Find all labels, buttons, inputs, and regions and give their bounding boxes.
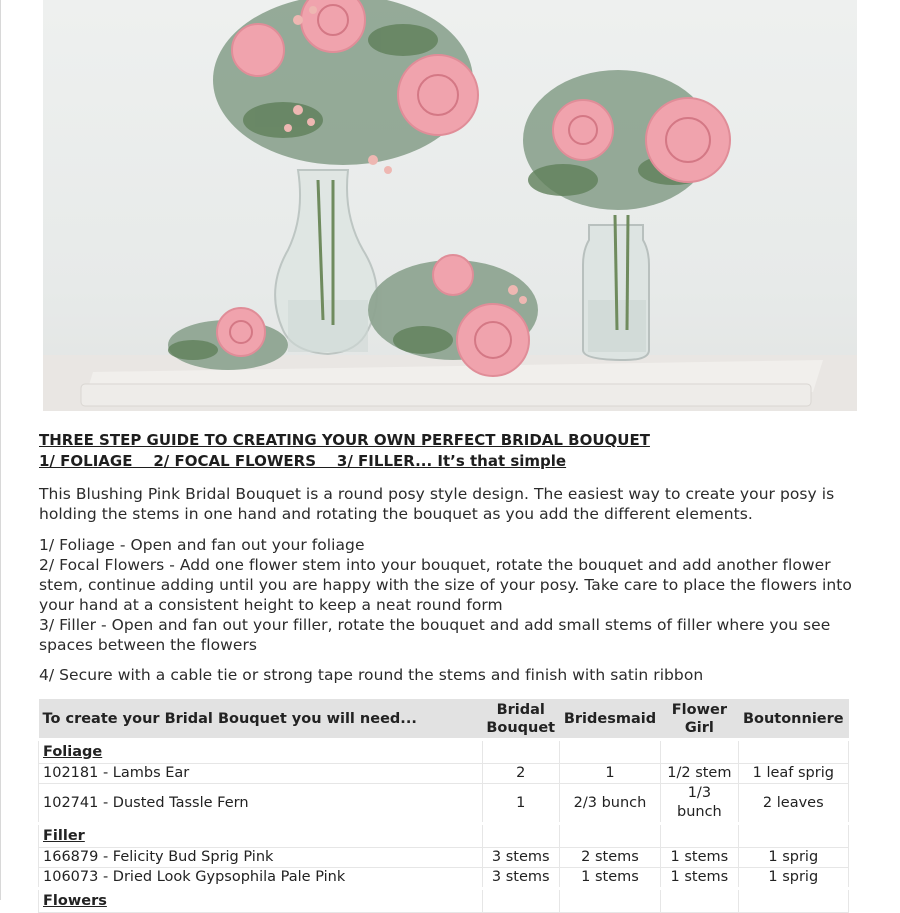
header-boutonniere: Boutonniere <box>738 699 848 740</box>
group-flowers: Flowers <box>39 889 483 913</box>
qty-bridal: 3 stems <box>482 848 559 868</box>
qty-flower-girl: 1 stems <box>661 848 738 868</box>
guide-step-2: 2/ Focal Flowers - Add one flower stem into your bouquet, rotate the bouquet and add another flower stem, continue adding until you are happy with the size of your posy. Take care to place the flowers into your hand at a consistent height to keep a neat round form <box>39 556 852 614</box>
qty-bridal: 1 <box>482 784 559 824</box>
item-name: 102741 - Dusted Tassle Fern <box>39 784 483 824</box>
guide-step-1: 1/ Foliage - Open and fan out your foliage <box>39 536 365 554</box>
item-name: 102181 - Lambs Ear <box>39 764 483 784</box>
qty-bridesmaid: 1 <box>559 764 660 784</box>
qty-flower-girl: 1/3 bunch <box>661 784 738 824</box>
qty-bridesmaid: 2 stems <box>559 848 660 868</box>
table-group-row <box>39 889 849 913</box>
bouquet-illustration <box>43 0 857 411</box>
item-name: 166879 - Felicity Bud Sprig Pink <box>39 848 483 868</box>
guide-heading-line2: 1/ FOLIAGE 2/ FOCAL FLOWERS 3/ FILLER... It’s that simple <box>39 452 567 470</box>
table-group-row <box>39 740 849 764</box>
guide-step-3: 3/ Filler - Open and fan out your filler, rotate the bouquet and add small stems of filler where you see spaces between the flowers <box>39 616 831 654</box>
header-flower-girl: Flower Girl <box>661 699 738 740</box>
qty-bridal: 3 stems <box>482 868 559 889</box>
table-row <box>39 784 849 824</box>
table-group-row <box>39 824 849 848</box>
qty-boutonniere: 1 sprig <box>738 868 848 889</box>
qty-flower-girl: 1/2 stem <box>661 764 738 784</box>
table-row <box>39 868 849 889</box>
group-filler: Filler <box>39 824 483 848</box>
table-header-row <box>39 699 849 740</box>
qty-boutonniere: 2 leaves <box>738 784 848 824</box>
header-bridesmaid: Bridesmaid <box>559 699 660 740</box>
materials-table <box>38 699 849 913</box>
qty-boutonniere: 1 sprig <box>738 848 848 868</box>
page-border <box>0 0 1 900</box>
qty-bridesmaid: 1 stems <box>559 868 660 889</box>
table-row <box>39 848 849 868</box>
bouquet-photo <box>43 0 857 411</box>
group-foliage: Foliage <box>39 740 483 764</box>
guide-steps <box>39 535 869 655</box>
header-item: To create your Bridal Bouquet you will need... <box>39 699 483 740</box>
guide-step-4: 4/ Secure with a cable tie or strong tape round the stems and finish with satin ribbon <box>39 666 704 684</box>
qty-flower-girl: 1 stems <box>661 868 738 889</box>
item-name: 106073 - Dried Look Gypsophila Pale Pink <box>39 868 483 889</box>
qty-bridal: 2 <box>482 764 559 784</box>
header-bridal-bouquet: Bridal Bouquet <box>482 699 559 740</box>
guide-intro: This Blushing Pink Bridal Bouquet is a round posy style design. The easiest way to create your posy is holding the stems in one hand and rotating the bouquet as you add the different elements. <box>39 485 835 523</box>
qty-bridesmaid: 2/3 bunch <box>559 784 660 824</box>
table-row <box>39 764 849 784</box>
guide-heading-line1: THREE STEP GUIDE TO CREATING YOUR OWN PERFECT BRIDAL BOUQUET <box>39 431 650 449</box>
qty-boutonniere: 1 leaf sprig <box>738 764 848 784</box>
bouquet-guide <box>39 430 869 685</box>
